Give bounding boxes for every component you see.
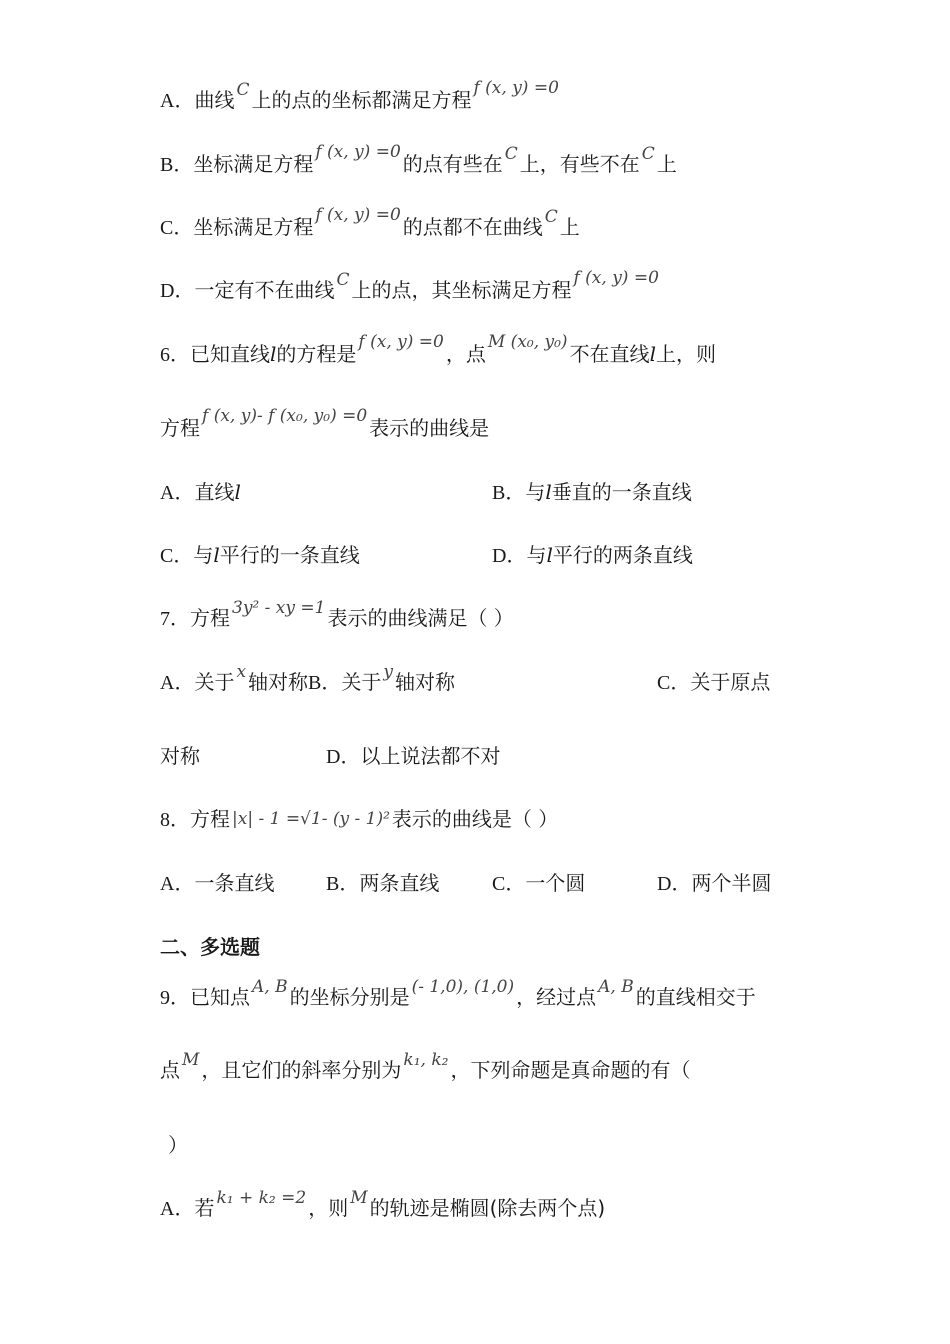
text: 平行的两条直线	[552, 543, 693, 567]
option-label: D．	[492, 545, 527, 567]
question-6	[160, 332, 716, 370]
math-equation: f (x, y) =0	[315, 142, 401, 162]
math-equation: 3y² - xy =1	[232, 598, 326, 618]
math-m: M	[350, 1188, 368, 1208]
text: 若	[194, 1196, 215, 1220]
text: 上的点的坐标都满足方程	[251, 88, 472, 112]
text: 上	[559, 215, 580, 239]
text: 坐标满足方程	[193, 152, 314, 176]
option-5d	[160, 268, 661, 306]
option-label: C．	[492, 873, 526, 895]
math-points: A, B	[598, 977, 634, 997]
text: 两条直线	[359, 871, 440, 895]
option-label: A．	[160, 1198, 195, 1220]
question-number: 8．	[160, 809, 190, 831]
option-7c	[657, 668, 770, 697]
math-c: C	[544, 207, 558, 227]
options-7-cont	[160, 742, 200, 770]
math-c: C	[236, 80, 250, 100]
text: 方程	[190, 807, 230, 831]
text: 已知直线	[190, 342, 270, 366]
math-coords: (- 1,0), (1,0)	[411, 977, 515, 997]
option-label: D．	[657, 873, 692, 895]
text: 表示的曲线是（ ）	[391, 807, 559, 831]
text: 上，则	[655, 342, 716, 366]
question-9-cont	[160, 1050, 691, 1086]
option-7d	[326, 742, 500, 771]
option-label: B．	[308, 672, 342, 694]
text: ，经过点	[516, 985, 597, 1009]
math-points: A, B	[252, 977, 288, 997]
text: 的点有些在	[402, 152, 503, 176]
question-9-close: ）	[168, 1133, 188, 1157]
text: 表示的曲线满足（ ）	[327, 606, 514, 630]
text: 与	[526, 543, 547, 567]
math-slopes: k₁, k₂	[403, 1050, 449, 1070]
option-8a	[160, 869, 274, 898]
text: 两个半圆	[691, 871, 772, 895]
math-x: x	[236, 662, 247, 682]
question-9	[160, 977, 756, 1013]
text: 的坐标分别是	[289, 985, 410, 1009]
option-6d	[492, 541, 693, 570]
option-label: B．	[160, 154, 194, 176]
option-5b	[160, 142, 677, 180]
text: 上的点，其坐标满足方程	[351, 278, 572, 302]
text: 不在直线	[569, 342, 650, 366]
question-number: 6．	[160, 344, 190, 366]
text: 与	[525, 480, 546, 504]
math-l: l	[546, 543, 553, 567]
text: 一定有不在曲线	[194, 278, 335, 302]
option-6a	[160, 478, 241, 507]
math-m: M	[182, 1050, 200, 1070]
math-l: l	[270, 342, 277, 366]
option-label: A．	[160, 90, 195, 112]
math-equation: f (x, y) =0	[315, 205, 401, 225]
math-equation: f (x, y) =0	[473, 78, 559, 98]
math-c: C	[336, 270, 350, 290]
text: 与	[193, 543, 214, 567]
text: 的方程是	[276, 342, 357, 366]
option-label: C．	[657, 672, 691, 694]
math-equation: f (x, y) =0	[573, 268, 659, 288]
math-l: l	[213, 543, 220, 567]
question-6-cont	[160, 406, 490, 444]
question-number: 7．	[160, 608, 190, 630]
option-label: A．	[160, 672, 195, 694]
question-number: 9．	[160, 987, 190, 1009]
text: 直线	[194, 480, 235, 504]
option-label: B．	[492, 482, 526, 504]
option-8d	[657, 869, 771, 898]
options-7	[160, 662, 455, 698]
text: ，且它们的斜率分别为	[201, 1058, 402, 1082]
option-6b	[492, 478, 692, 507]
option-8c	[492, 869, 585, 898]
text: 表示的曲线是	[369, 416, 490, 440]
text: 关于	[341, 670, 382, 694]
math-c: C	[504, 144, 518, 164]
option-label: C．	[160, 545, 194, 567]
option-8b	[326, 869, 439, 898]
option-9a	[160, 1188, 606, 1224]
text: 坐标满足方程	[193, 215, 314, 239]
option-5c	[160, 205, 580, 243]
text: 上，有些不在	[519, 152, 640, 176]
text: 一个圆	[525, 871, 586, 895]
text: 的直线相交于	[635, 985, 756, 1009]
text: ，下列命题是真命题的有（	[450, 1058, 691, 1082]
option-6c	[160, 541, 360, 570]
text: 上	[656, 152, 677, 176]
math-equation: f (x, y)- f (x₀, y₀) =0	[202, 406, 368, 426]
math-equation: f (x, y) =0	[358, 332, 444, 352]
math-l: l	[545, 480, 552, 504]
option-label: A．	[160, 873, 195, 895]
text: 一条直线	[194, 871, 275, 895]
math-l: l	[649, 342, 656, 366]
text: 已知点	[190, 985, 250, 1009]
text: 以上说法都不对	[360, 744, 501, 768]
text: 关于原点	[690, 670, 771, 694]
option-5a	[160, 78, 561, 116]
option-label: C．	[160, 217, 194, 239]
text: 平行的一条直线	[219, 543, 360, 567]
text: 关于	[194, 670, 235, 694]
text: 方程	[160, 416, 200, 440]
text: 曲线	[194, 88, 235, 112]
text: 垂直的一条直线	[551, 480, 692, 504]
option-label: D．	[160, 280, 195, 302]
text: 的轨迹是椭圆(除去两个点)	[369, 1196, 606, 1220]
question-7	[160, 598, 514, 634]
text: 轴对称	[248, 670, 309, 694]
text: ，点	[445, 342, 486, 366]
math-equation: k₁ + k₂ =2	[216, 1188, 307, 1208]
text: 方程	[190, 606, 230, 630]
text: 点	[160, 1058, 180, 1082]
math-l: l	[234, 480, 241, 504]
option-label: B．	[326, 873, 360, 895]
text: ，则	[308, 1196, 349, 1220]
section-heading: 二、多选题	[160, 935, 260, 959]
math-point: M (x₀, y₀)	[487, 332, 568, 352]
text: 对称	[160, 744, 200, 768]
text: 轴对称	[395, 670, 455, 694]
option-label: A．	[160, 482, 195, 504]
math-c: C	[641, 144, 655, 164]
text: 的点都不在曲线	[402, 215, 543, 239]
math-y: y	[383, 662, 393, 682]
math-equation: |x| - 1 =√1- (y - 1)²	[232, 809, 390, 829]
question-8	[160, 805, 558, 835]
option-label: D．	[326, 746, 361, 768]
